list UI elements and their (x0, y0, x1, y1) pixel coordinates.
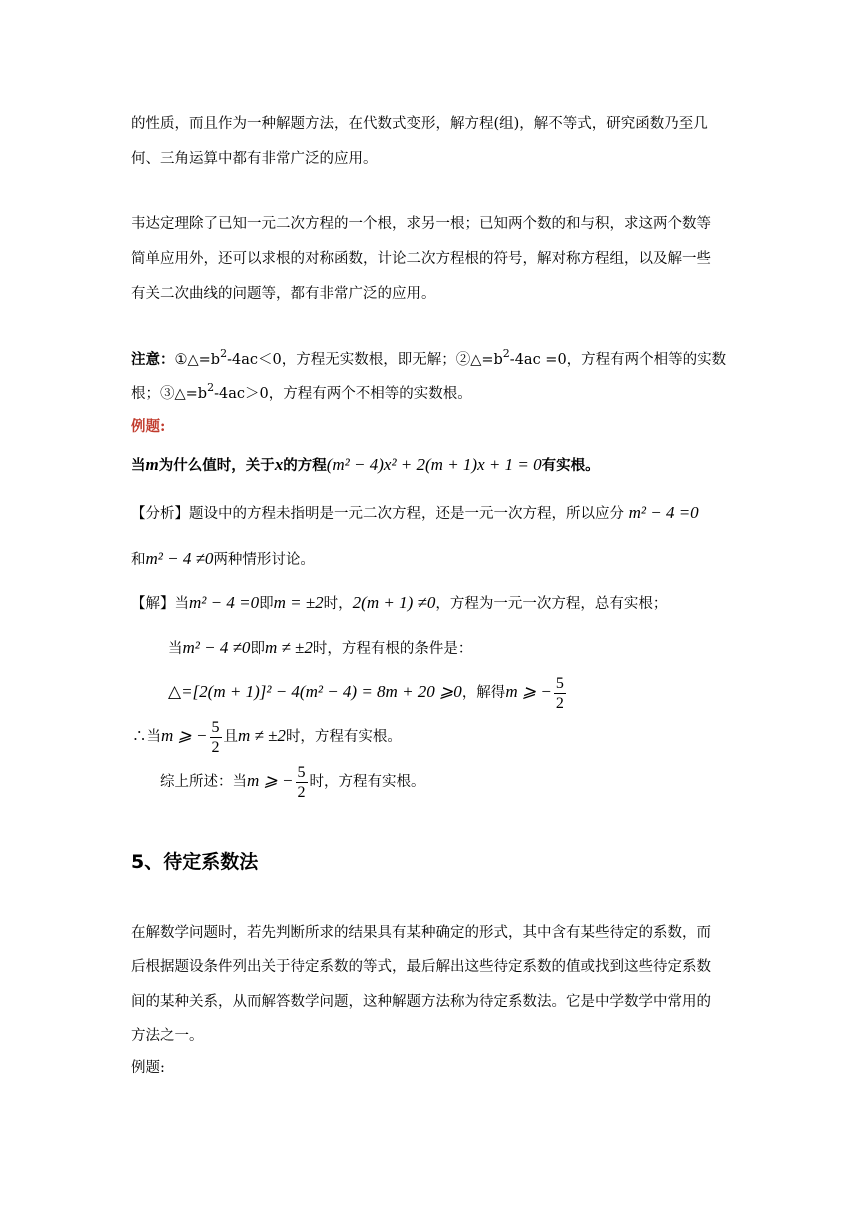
fraction-five-halves: $\frac{5}{2}$ (297, 763, 306, 801)
fraction-five-halves: $\frac{5}{2}$ (211, 718, 220, 756)
paragraph-2-line-3: 有关二次曲线的问题等，都有非常广泛的应用。 (131, 286, 436, 302)
solution-conclusion: 综上所述：当m ⩾ − $\frac{5}{2}$ 时，方程有实根。 (160, 763, 426, 801)
note-line-1: 注意：$①\triangle=b^2-4ac<0$，方程无实数根，即无解；$②\triangle=b^2-4ac =0$，方程有两个相等的实数 (131, 347, 727, 368)
section-paragraph-line-4: 方法之一。 (131, 1028, 204, 1044)
solution-step-2: 当m² − 4 ≠0即m ≠ ±2时，方程有根的条件是： (168, 638, 473, 657)
section-heading: 5、待定系数法 (131, 851, 259, 873)
section-paragraph-line-3: 间的某种关系，从而解答数学问题，这种解题方法称为待定系数法。它是中学数学中常用的 (131, 994, 711, 1010)
problem-statement: 当m为什么值时，关于x的方程(m² − 4)x² + 2(m + 1)x + 1 = 0有实根。 (131, 455, 600, 474)
paragraph-2-line-2: 简单应用外，还可以求根的对称函数，计论二次方程根的符号，解对称方程组，以及解一些 (131, 251, 711, 267)
section-example-label: 例题: (131, 1060, 165, 1076)
solution-step-3: △=[2(m + 1)]² − 4(m² − 4) = 8m + 20 ⩾0，解得m ⩾ − $\frac{5}{2}$ (168, 674, 564, 712)
analysis-line-1: 【分析】题设中的方程未指明是一元二次方程，还是一元一次方程，所以应分 m² − 4 =0 (131, 503, 699, 522)
paragraph-2-line-1: 韦达定理除了已知一元二次方程的一个根，求另一根；已知两个数的和与积，求这两个数等 (131, 216, 711, 232)
paragraph-1-line-2: 何、三角运算中都有非常广泛的应用。 (131, 151, 378, 167)
example-label: 例题: (131, 418, 166, 435)
solution-step-1: 【解】当m² − 4 =0即m = ±2时，2(m + 1) ≠0，方程为一元一次方程，总有实根； (131, 593, 668, 612)
section-paragraph-line-2: 后根据题设条件列出关于待定系数的等式，最后解出这些待定系数的值或找到这些待定系数 (131, 959, 711, 975)
section-paragraph-line-1: 在解数学问题时，若先判断所求的结果具有某种确定的形式，其中含有某些待定的系数，而 (131, 925, 711, 941)
problem-equation: (m² − 4)x² + 2(m + 1)x + 1 = 0 (326, 455, 542, 474)
paragraph-1-line-1: 的性质，而且作为一种解题方法，在代数式变形，解方程(组)，解不等式，研究函数乃至几 (131, 116, 708, 132)
analysis-line-2: 和m² − 4 ≠0两种情形讨论。 (131, 549, 315, 568)
note-line-2: 根；$③\triangle=b^2-4ac>0$，方程有两个不相等的实数根。 (131, 381, 472, 402)
solution-step-4: ∴当m ⩾ − $\frac{5}{2}$ 且m ≠ ±2时，方程有实根。 (132, 718, 402, 756)
fraction-five-halves: $\frac{5}{2}$ (555, 674, 564, 712)
note-label: 注意： (131, 351, 175, 368)
